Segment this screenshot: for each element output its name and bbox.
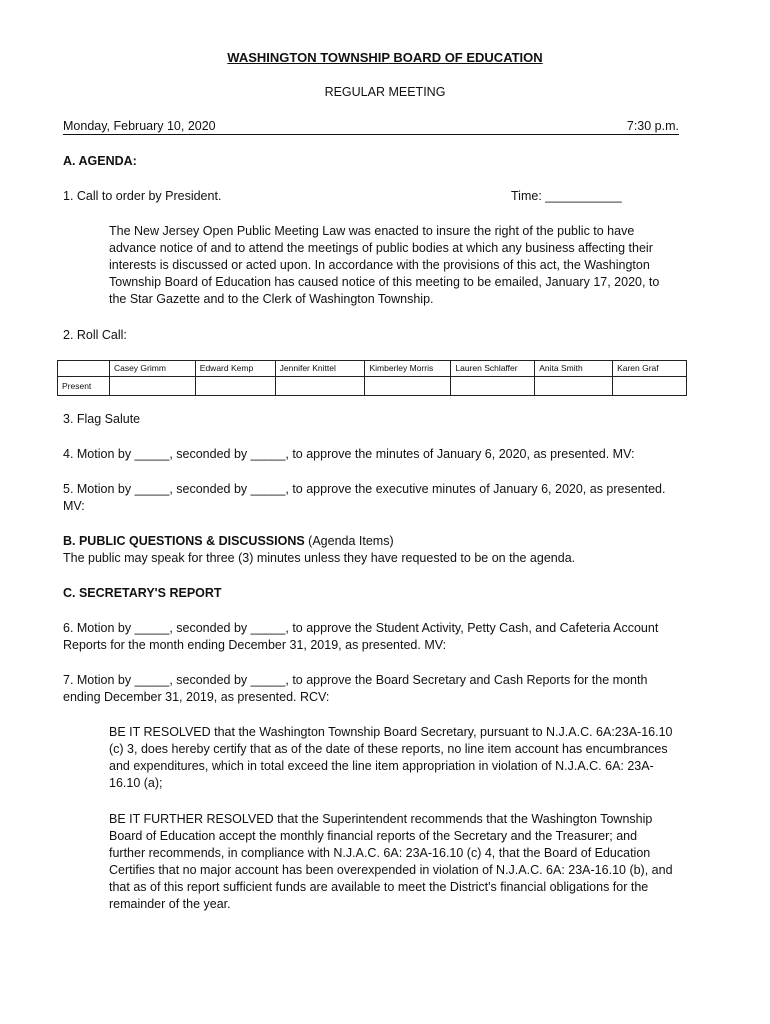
item-7-line: 7. Motion by _____, seconded by _____, to approve the Board Secretary and Cash Reports for the month [63,673,648,687]
meeting-date: Monday, February 10, 2020 [63,119,216,133]
resolution-2-line: Board of Education accept the monthly financial reports of the Secretary and the Treasurer; and [109,829,638,843]
item-5-line: MV: [63,499,85,513]
item-5-line: 5. Motion by _____, seconded by _____, to approve the executive minutes of January 6, 2020, as presented. [63,482,666,496]
present-cell [451,377,535,396]
item-7-line: ending December 31, 2019, as presented. RCV: [63,690,330,704]
resolution-2-line: further recommends, in compliance with N.J.A.C. 6A: 23A-16.10 (c) 4, that the Board of Education [109,846,651,860]
item-4-motion: 4. Motion by _____, seconded by _____, to approve the minutes of January 6, 2020, as presented. MV: [63,447,635,461]
notice-line: interests is discussed or acted upon. In accordance with the provisions of this act, the Washington [109,258,650,272]
roll-call-member: Lauren Schlaffer [451,361,535,377]
present-cell [275,377,365,396]
item-7-motion [63,672,679,706]
meeting-time: 7:30 p.m. [626,119,679,133]
resolution-2-line: that as of this report sufficient funds are available to meet the District's financial obligations for the [109,880,649,894]
roll-call-header-row [58,361,687,377]
section-b-heading-note: (Agenda Items) [304,534,394,548]
roll-call-member: Edward Kemp [195,361,275,377]
resolution-2-line: BE IT FURTHER RESOLVED that the Superintendent recommends that the Washington Township [109,812,653,826]
item-2-roll-call: 2. Roll Call: [63,328,127,342]
notice-line: The New Jersey Open Public Meeting Law was enacted to insure the right of the public to have [109,224,635,238]
resolution-1-line: (c) 3, does hereby certify that as of the date of these reports, no line item account has encumbrances [109,742,668,756]
item-5-motion [63,481,679,515]
meeting-type: REGULAR MEETING [324,85,446,99]
resolution-2-line: Certifies that no major account has been overexpended in violation of N.J.A.C. 6A: 23A-16.10 (b), and [109,863,673,877]
roll-call-table [57,360,687,396]
notice-line: Township Board of Education has caused notice of this meeting to be emailed, January 17, 2020, to [109,275,660,289]
section-b-text: The public may speak for three (3) minutes unless they have requested to be on the agenda. [63,551,576,565]
open-meeting-notice [109,223,679,308]
present-cell [109,377,195,396]
roll-call-member: Anita Smith [535,361,613,377]
present-cell [535,377,613,396]
present-cell [195,377,275,396]
section-b-heading-line [63,533,679,550]
item-3-flag-salute: 3. Flag Salute [63,412,141,426]
section-b-heading: B. PUBLIC QUESTIONS & DISCUSSIONS [63,534,305,548]
roll-call-corner-cell [58,361,110,377]
item-6-line: Reports for the month ending December 31, 2019, as presented. MV: [63,638,447,652]
roll-call-present-row [58,377,687,396]
time-field: Time: ___________ [511,189,622,203]
resolution-1-line: 16.10 (a); [109,776,163,790]
document-title: WASHINGTON TOWNSHIP BOARD OF EDUCATION [227,50,543,65]
roll-call-member: Kimberley Morris [365,361,451,377]
resolution-2 [109,811,679,913]
roll-call-member: Karen Graf [613,361,687,377]
resolution-2-line: remainder of the year. [109,897,231,911]
section-c-heading: C. SECRETARY'S REPORT [63,586,222,600]
resolution-1-line: and expenditures, which in total exceed the line item appropriation in violation of N.J.A.C. 6A: 23A- [109,759,654,773]
notice-line: the Star Gazette and to the Clerk of Washington Township. [109,292,434,306]
notice-line: advance notice of and to attend the meetings of public bodies at which any business affecting their [109,241,653,255]
item-6-motion [63,620,679,654]
item-1-call-to-order: 1. Call to order by President. [63,189,222,203]
present-cell [365,377,451,396]
resolution-1-line: BE IT RESOLVED that the Washington Township Board Secretary, pursuant to N.J.A.C. 6A:23A-16.10 [109,725,673,739]
item-6-line: 6. Motion by _____, seconded by _____, to approve the Student Activity, Petty Cash, and Cafeteria Account [63,621,659,635]
section-a-heading: A. AGENDA: [63,154,137,168]
present-cell [613,377,687,396]
roll-call-member: Jennifer Knittel [275,361,365,377]
present-label: Present [58,377,110,396]
roll-call-member: Casey Grimm [109,361,195,377]
date-line [63,118,679,135]
resolution-1 [109,724,679,792]
